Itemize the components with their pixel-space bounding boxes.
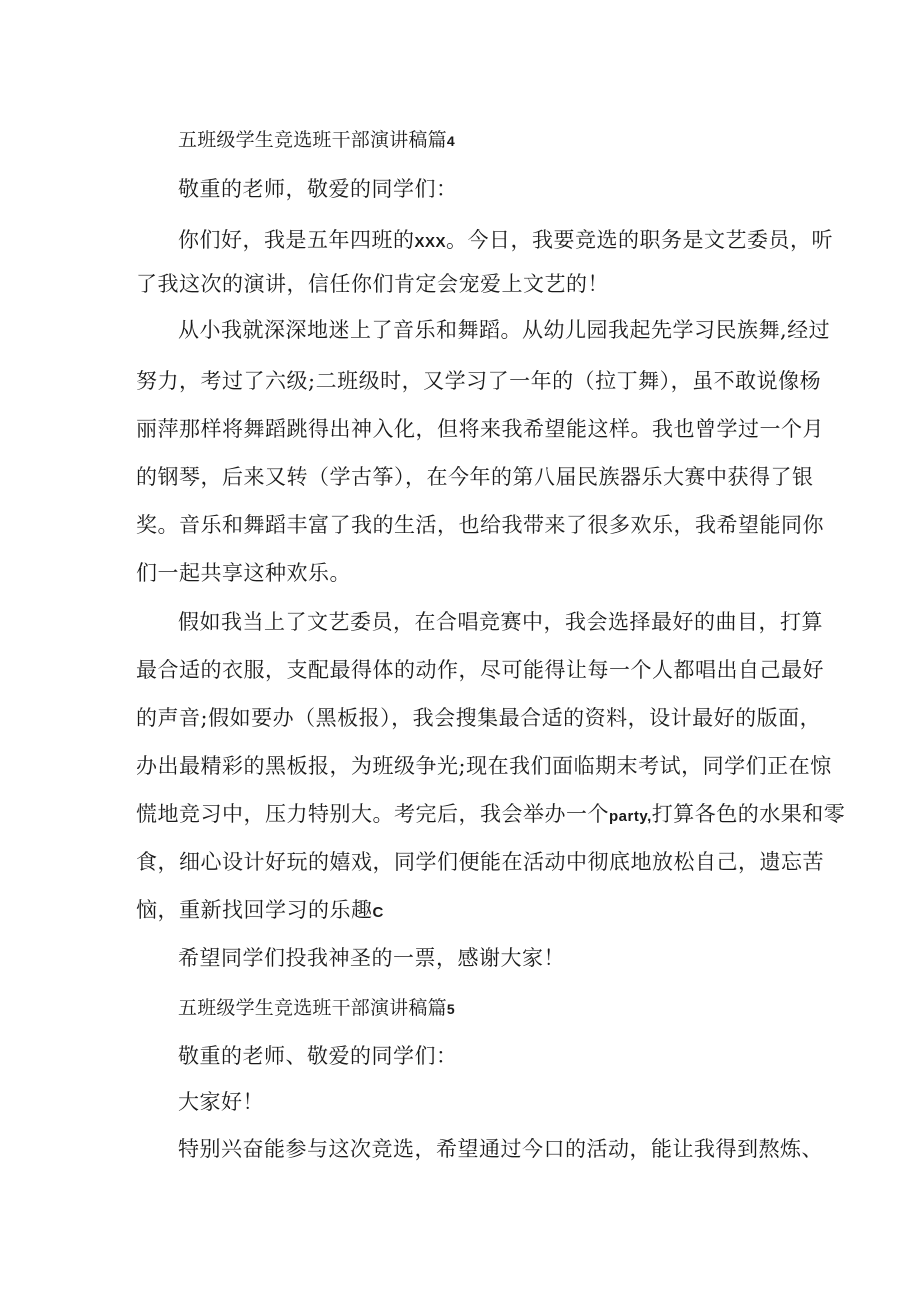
section5-title-number: 5: [446, 1001, 455, 1017]
section4-p2-line2: 努力，考过了六级;二班级时，又学习了一年的（拉丁舞），虽不敢说像杨: [136, 369, 822, 393]
section4-closing: 希望同学们投我神圣的一票，感谢大家！: [178, 946, 565, 970]
section4-p3-line5: [136, 801, 845, 830]
speaker-name: XXX: [414, 234, 447, 251]
section4-p1-line1: [178, 227, 833, 256]
text-run: 打算各色的水果和零: [651, 802, 846, 826]
section4-p3-line3: 的声音;假如要办（黑板报），我会搜集最合适的资料，设计最好的版面，: [136, 706, 822, 730]
text-run: 。今日，我要竞选的职务是文艺委员，听: [446, 228, 834, 252]
section4-p2-line4: 的钢琴，后来又转（学古筝），在今年的第八届民族器乐大赛中获得了银: [136, 465, 814, 489]
section5-greeting: 敬重的老师、敬爱的同学们：: [178, 1044, 458, 1068]
section4-greeting: 敬重的老师，敬爱的同学们：: [178, 177, 458, 201]
text-run: 你们好，我是五年四班的: [178, 228, 415, 252]
section4-p3-line7: [136, 897, 384, 926]
section4-p3-line1: 假如我当上了文艺委员，在合唱竞赛中，我会选择最好的曲目，打算: [178, 610, 823, 634]
section4-p2-line3: 丽萍那样将舞蹈跳得出神入化，但将来我希望能这样。我也曾学过一个月: [136, 417, 824, 441]
section5-title: [178, 995, 455, 1022]
section4-title: [178, 127, 455, 154]
section4-p3-line2: 最合适的衣服，支配最得体的动作，尽可能得让每一个人都唱出自己最好: [136, 658, 824, 682]
text-run: 恼，重新找回学习的乐趣: [136, 898, 373, 922]
text-run-latin: C: [372, 904, 384, 921]
section4-p2-line5: 奖。音乐和舞蹈丰富了我的生活，也给我带来了很多欢乐，我希望能同你: [136, 513, 824, 537]
section4-p3-line6: 食，细心设计好玩的嬉戏，同学们便能在活动中彻底地放松自己，遗忘苦: [136, 850, 824, 874]
section4-p2-line1: 从小我就深深地迷上了音乐和舞蹈。从幼儿园我起先学习民族舞,经过: [178, 318, 831, 342]
party-word: party,: [609, 808, 652, 825]
section5-title-text: 五班级学生竞选班干部演讲稿篇: [178, 997, 447, 1019]
section4-title-text: 五班级学生竞选班干部演讲稿篇: [178, 129, 447, 151]
section4-p1-line2: 了我这次的演讲，信任你们肯定会宠爱上文艺的！: [136, 272, 609, 296]
text-run: 慌地竞习中，压力特别大。考完后，我会举办一个: [136, 802, 609, 826]
section5-hello: 大家好！: [178, 1090, 264, 1114]
section4-title-number: 4: [446, 133, 455, 149]
section5-p1-line1: 特别兴奋能参与这次竞选，希望通过今口的活动，能让我得到熬炼、: [178, 1137, 823, 1161]
section4-p3-line4: 办出最精彩的黑板报，为班级争光;现在我们面临期末考试，同学们正在惊: [136, 754, 832, 778]
section4-p2-line6: 们一起共享这种欢乐。: [136, 561, 351, 585]
